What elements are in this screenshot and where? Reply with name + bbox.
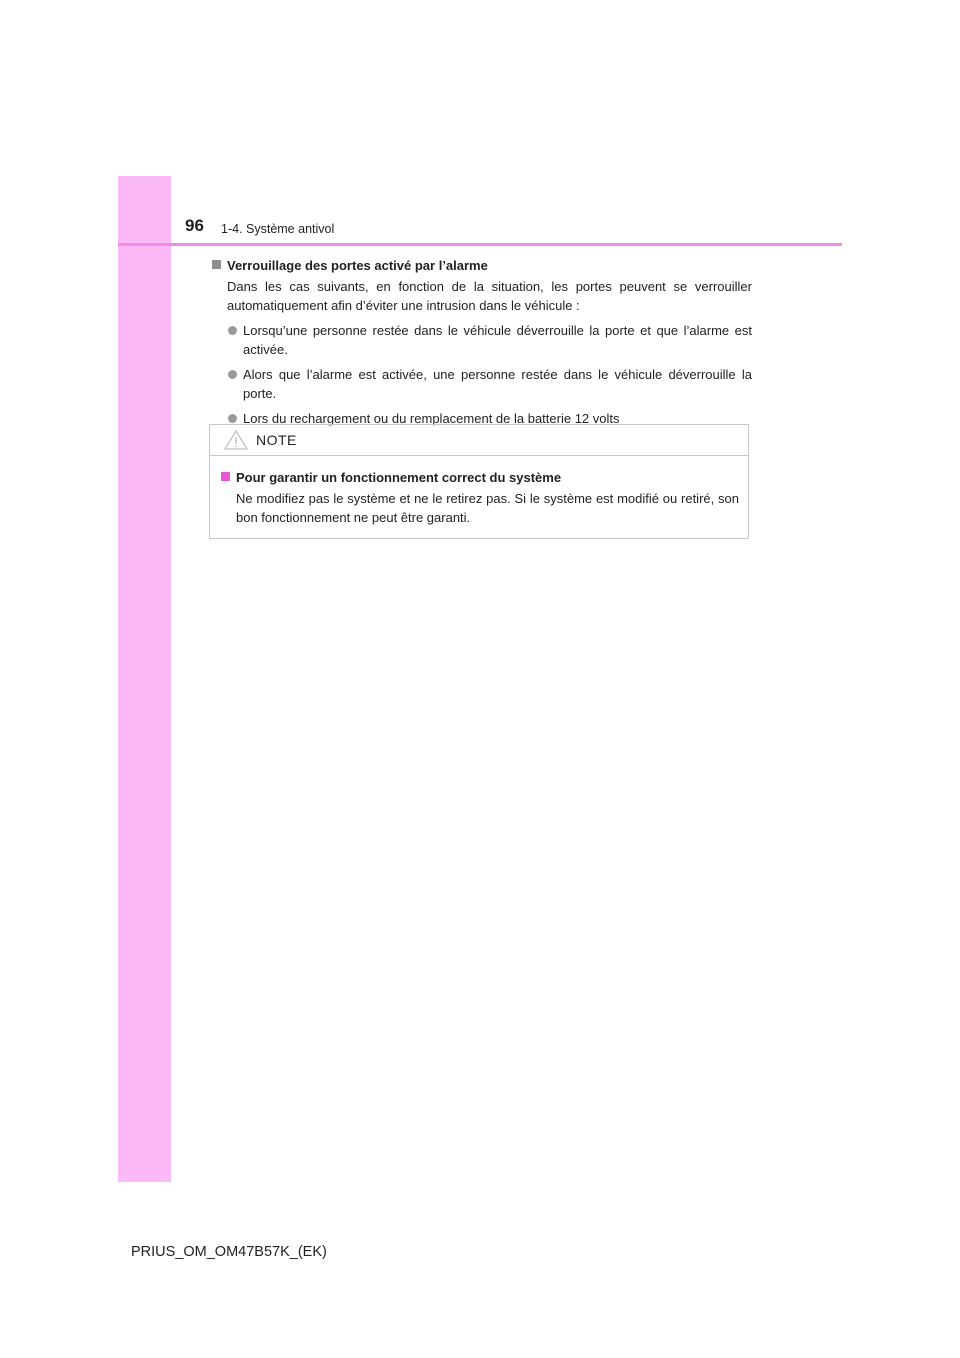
circle-bullet-icon xyxy=(228,370,237,379)
note-text: Ne modifiez pas le système et ne le retirez pas. Si le système est modifié ou retiré, son bon fonctionnement ne peut être garanti. xyxy=(236,491,739,525)
note-header xyxy=(210,425,748,456)
section-heading xyxy=(210,256,752,275)
circle-bullet-icon xyxy=(228,326,237,335)
list-item xyxy=(227,365,752,403)
document-code: PRIUS_OM_OM47B57K_(EK) xyxy=(131,1244,327,1260)
circle-bullet-icon xyxy=(228,414,237,423)
note-box xyxy=(209,424,749,539)
side-color-band xyxy=(118,176,171,1182)
main-content xyxy=(210,256,752,428)
list-item-text: Lorsqu’une personne restée dans le véhicule déverrouille la porte et que l’alarme est activée. xyxy=(243,323,752,357)
page-number: 96 xyxy=(185,216,204,235)
note-heading-text: Pour garantir un fonctionnement correct du système xyxy=(236,470,562,485)
section-title: 1-4. Système antivol xyxy=(221,222,335,236)
note-heading xyxy=(219,468,739,487)
square-bullet-icon xyxy=(221,472,230,481)
note-body xyxy=(210,456,748,527)
section-heading-text: Verrouillage des portes activé par l’alarme xyxy=(227,258,488,273)
list-item xyxy=(227,321,752,359)
list-item-text: Lors du rechargement ou du remplacement de la batterie 12 volts xyxy=(243,411,620,426)
note-title: NOTE xyxy=(256,432,297,448)
warning-triangle-icon xyxy=(224,430,248,450)
square-bullet-icon xyxy=(212,260,221,269)
header-rule xyxy=(118,243,842,246)
list-item-text: Alors que l’alarme est activée, une personne restée dans le véhicule déverrouille la porte. xyxy=(243,367,752,401)
section-intro: Dans les cas suivants, en fonction de la situation, les portes peuvent se verrouiller automatiquement afin d’éviter une intrusion dans le véhicule : xyxy=(227,279,752,313)
